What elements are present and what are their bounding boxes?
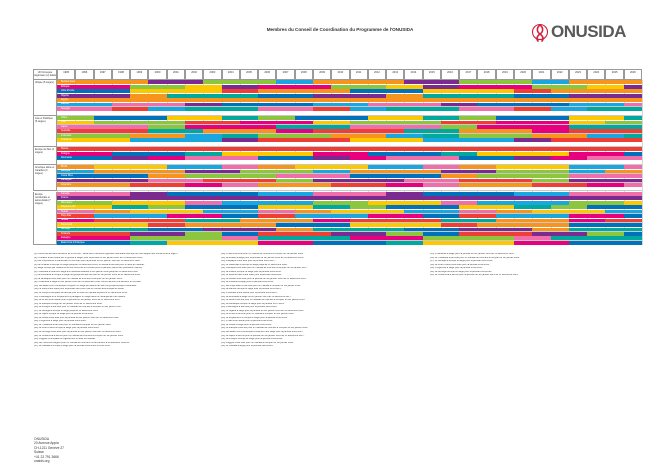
footnote: (48) La Suède a siégé pour la période 2023-2025. xyxy=(221,323,272,326)
address-line: CH-1211 Genève 27 xyxy=(34,445,64,450)
year-header: 2009 xyxy=(313,69,331,80)
member-country-label: Zambie xyxy=(61,102,69,106)
address-line: ONUSIDA xyxy=(34,437,50,441)
year-header: 2008 xyxy=(295,69,313,80)
year-header: 2012 xyxy=(368,69,386,80)
footnote: (14) La Chine a été réélue pour la période du 1er janvier 2015 au 31 décembre 2017. xyxy=(34,299,121,302)
grid-header-first: UN Groupes régionaux (x) Etats xyxy=(33,69,57,80)
footnote: (17) Le Sénégal a occupé le siège jusqu'au 31 décembre 2019. xyxy=(34,309,99,312)
member-country-label: Brésil xyxy=(61,164,67,168)
footnote: (3) Les Pays-Bas et le Danemark ont été élus pour la période du 1er janvier 1995 au 31 décembre 1998. xyxy=(34,260,141,263)
member-country-label: Jamaïque xyxy=(61,178,72,182)
footnote: (52) La Pologne occupe ce siège pour la période 2026-2028. xyxy=(221,338,283,341)
footnote: (26) Les membres siègent pour un mandat de trois ans conformément à la résolution 1994/24. xyxy=(34,341,130,344)
footnote: (47) L'Inde a été réélue pour la période 2022-2024. xyxy=(221,320,273,323)
footnote: (18) Le Japon occupe ce siège pour la période 2019-2021. xyxy=(34,313,94,316)
member-country-label: Burkina Faso xyxy=(61,80,76,84)
year-header: 2001 xyxy=(167,69,185,80)
member-country-label: Nigéria xyxy=(61,93,69,97)
year-header: 2016 xyxy=(441,69,459,80)
member-country-label: Mexique xyxy=(61,169,71,173)
year-header: 2024 xyxy=(587,69,605,80)
footnote: (11) Le Brésil a été réélu pour la période 2013-2015 par le Conseil économique et social. xyxy=(34,288,125,291)
footnote: (56) La Thaïlande a été élue pour un mandat de trois ans à compter du 1er janvier 2008. xyxy=(430,256,520,259)
year-header: 2005 xyxy=(240,69,258,80)
footnote: (58) La Côte d'Ivoire a été élue pour la période 2012-2014. xyxy=(430,263,490,266)
unaids-logo xyxy=(531,21,641,43)
member-row xyxy=(57,241,642,245)
member-country-label: Allemagne xyxy=(61,200,73,204)
footnote: (10) Les Etats-Unis d'Amérique occupent un siège permanent au sein du groupe Europe occidentale. xyxy=(34,284,137,287)
year-header: 2021 xyxy=(532,69,550,80)
member-country-label: Thaïlande xyxy=(61,138,72,142)
footnote: (20) L'Argentine a siégé pour la période 2021-2023. xyxy=(34,320,87,323)
year-header: 2004 xyxy=(222,69,240,80)
year-header: 2025 xyxy=(605,69,623,80)
footnote: (50) Les Etats-Unis d'Amérique conservent leur siège pour la période 2025-2027. xyxy=(221,331,304,334)
grid-header-row xyxy=(33,69,642,80)
footnote: (51) Le Japon a été élu pour la période du 1er janvier 2025 au 31 décembre 2027. xyxy=(221,334,305,337)
year-header: 2010 xyxy=(331,69,349,80)
footnote: (54) Le Canada a siégé pour la période 2024-2026. xyxy=(221,345,274,348)
year-header: 2013 xyxy=(386,69,404,80)
footnote: (35) La Suisse a été élue pour la période du 1er janvier 2010 au 31 décembre 2012. xyxy=(221,277,307,280)
address-line: +41 22 791 3666 xyxy=(34,454,59,459)
footnote: (43) L'Allemagne a été élue pour la période 2018-2020. xyxy=(221,306,278,309)
membership-term-bar xyxy=(569,241,642,245)
member-country-label: Pays-Bas xyxy=(61,213,72,217)
footnote: (19) La Suède a été élue pour la période du 1er janvier 2020 au 31 décembre 2022. xyxy=(34,316,120,319)
year-header: 2006 xyxy=(258,69,276,80)
notes-column-1 xyxy=(34,253,220,349)
footnote: (57) Le Sénégal a occupé le siège pour la période 2010-2012. xyxy=(430,260,494,263)
member-country-label: Inde xyxy=(61,120,66,124)
member-country-label: Chine xyxy=(61,115,68,119)
member-country-label: Egypte xyxy=(61,98,69,102)
footnote: (40) La Roumanie a siégé du 1er janvier 2015 au 31 décembre 2017. xyxy=(221,295,292,298)
member-country-label: Royaume-Uni xyxy=(61,205,76,209)
member-country-label: Japon xyxy=(61,124,68,128)
footnote: (33) La France occupe ce siège pour la période 2008-2010. xyxy=(221,270,282,273)
member-country-label: Finlande xyxy=(61,231,71,235)
member-country-label: Suède xyxy=(61,209,68,213)
footnote: (27) Le Canada a occupé le siège pour la période 2002-2004 et 2011-2013. xyxy=(34,345,111,348)
footnote: (9) L'Indonésie a siégé du 1er janvier 2010 au 31 décembre 2012 conformément à la décision du Conseil. xyxy=(34,281,142,284)
year-header: 2017 xyxy=(459,69,477,80)
member-country-label: Etats-Unis d'Amérique xyxy=(61,240,85,244)
footnote: (38) La Zambie occupe le siège pour la période 2013-2015. xyxy=(221,288,282,291)
year-header: 2003 xyxy=(203,69,221,80)
member-country-label: Côte d'Ivoire xyxy=(61,89,75,93)
membership-term-bar xyxy=(386,241,423,245)
footnote: (7) La Roumanie a occupé le siège du groupe Europe de l'Est du 1er janvier 2006 au 31 décembre 2008. xyxy=(34,274,141,277)
footnote: (30) L'Espagne a été élue pour la période 2005-2007. xyxy=(221,260,276,263)
region-label: Europe occidentale et autres Etats (7 sièges) xyxy=(33,192,57,246)
membership-term-bar xyxy=(258,241,313,245)
year-header: 2022 xyxy=(551,69,569,80)
member-country-label: France xyxy=(61,196,69,200)
footnote: (34) Le Burkina Faso a été réélu pour la période 2009-2011. xyxy=(221,274,282,277)
year-header: 1998 xyxy=(112,69,130,80)
notes-column-3 xyxy=(430,253,630,278)
footnote: (42) La Jamaïque occupe ce siège pour la période 2017-2019. xyxy=(221,302,285,305)
year-header: 2014 xyxy=(404,69,422,80)
member-country-label: Ethiopie xyxy=(61,84,70,88)
red-ribbon-icon xyxy=(531,21,549,43)
member-country-label: Canada xyxy=(61,191,70,195)
year-header: 2026 xyxy=(624,69,642,80)
footnote: (28) L'Inde a été élue pour un mandat de trois ans à compter du 1er janvier 2003. xyxy=(221,253,304,255)
footnote: (4) La Finlande a occupé ce siège jusqu'au 31 décembre 2000; la Suisse a été élue pour le reste du mandat. xyxy=(34,263,145,266)
year-header: 2018 xyxy=(477,69,495,80)
footnote: (49) Le Mexique a été élu pour un mandat de trois ans à compter du 1er janvier 2024. xyxy=(221,327,309,330)
year-header: 2007 xyxy=(276,69,294,80)
member-country-label: Costa Rica xyxy=(61,173,73,177)
footnote: (16) La Pologne a été élue pour un mandat de trois ans à compter du 1er janvier 2017. xyxy=(34,306,123,309)
footnote: (21) La Thaïlande a été élue pour un mandat à compter du 1er janvier 2022. xyxy=(34,323,112,326)
footnote: (22) La Côte d'Ivoire occupe le siège pour la période 2023-2025. xyxy=(34,327,100,330)
footnote: (31) Le Danemark a occupé le siège jusqu'au 31 décembre 2008. xyxy=(221,263,288,266)
member-country-label: Australie xyxy=(61,129,71,133)
member-country-label: Sénégal xyxy=(61,106,70,110)
membership-term-bar xyxy=(167,241,258,245)
member-country-label: Norvège xyxy=(61,227,71,231)
footnote: (59) L'Argentine a siégé pour la période 2014-2016. xyxy=(430,267,483,270)
membership-grid xyxy=(33,69,642,245)
year-header: 1995 xyxy=(57,69,75,80)
member-country-label: Danemark xyxy=(61,222,73,226)
footnote: (2) L'Ukraine a été invitée par le groupe à siéger pour la période du 1er janvier 2001 au 31 décembre 2003. xyxy=(34,256,143,259)
member-country-label: Argentine xyxy=(61,182,72,186)
footnote: (12) Le Kenya a remplacé la Zambie pour le reste du mandat expirant le 31 décembre 2014. xyxy=(34,292,128,295)
membership-term-bar xyxy=(423,241,514,245)
member-country-label: Russie xyxy=(61,147,69,151)
region-label: Europe de l'Est (2 sièges) xyxy=(33,147,57,165)
footnote: (46) Le Royaume-Uni occupe le siège pour la période 2021-2023. xyxy=(221,316,288,319)
footnote: (1) Conformément aux décisions de PCB/1997, seuls deux membres régionaux des Etats d'Europe de l'Est siègent aux réunions de la région. xyxy=(34,253,178,255)
footnote: (8) La Jamaïque a été élue pour un mandat de trois ans à compter du 1er janvier 2009. xyxy=(34,277,123,280)
year-header: 2000 xyxy=(148,69,166,80)
region-label: Amérique latine et Caraïbes (3 sièges) xyxy=(33,165,57,192)
region-label: Asie et Pacifique (5 sièges) xyxy=(33,116,57,147)
year-header: 2011 xyxy=(350,69,368,80)
footnote: (32) L'Ethiopie a été élue pour un mandat de trois ans à compter du 1er janvier 2007. xyxy=(221,267,308,270)
year-header: 1997 xyxy=(94,69,112,80)
year-header: 2015 xyxy=(423,69,441,80)
member-country-label: Roumanie xyxy=(61,156,72,159)
footnote: (23) La Norvège a été élue pour la période du 1er janvier 2024 au 31 décembre 2026. xyxy=(34,331,122,334)
grid-gridline xyxy=(642,80,643,245)
logo-wordmark: ONUSIDA xyxy=(551,22,626,41)
footnote: (53) L'Egypte a été élue pour un mandat à compter du 1er janvier 2026. xyxy=(221,341,294,344)
footnote: (6) L'Australie a cédé son siège à la Nouvelle-Zélande le 1er janvier 2008 jusqu'au 31 décembre 2009. xyxy=(34,270,139,273)
year-header: 2002 xyxy=(185,69,203,80)
footnote: (25) L'Egypte a remplacé le Nigéria pour le reste du mandat. xyxy=(34,338,96,341)
footnote: (24) Le Costa Rica a été élu pour un mandat de trois ans à compter du 1er janvier 2025. xyxy=(34,334,124,337)
membership-term-bar xyxy=(313,241,386,245)
address-block xyxy=(34,437,64,463)
footnote: (41) Le Brésil a été élu pour un mandat de trois ans à compter du 1er janvier 2016. xyxy=(221,299,306,302)
footnote: (39) L'Australie a été réélue pour la période 2014-2016. xyxy=(221,292,278,295)
year-header: 2019 xyxy=(496,69,514,80)
membership-term-bar xyxy=(130,241,167,245)
footnote: (15) Le Mexique a siégé du 1er janvier 2016 au 31 décembre 2018. xyxy=(34,302,103,305)
address-line: unaids.org xyxy=(34,459,50,464)
notes-column-2 xyxy=(221,253,407,349)
address-line: Suisse xyxy=(34,450,44,455)
year-header: 2020 xyxy=(514,69,532,80)
footnote: (5) Siège occupé par rotation entre les membres du Conseil pour la période 1996-1999 (résolution 1995/2). xyxy=(34,267,143,270)
footnote: (60) La Norvège occupe ce siège pour la période 2018-2020. xyxy=(430,270,493,273)
member-country-label: Suisse xyxy=(61,218,69,222)
member-country-label: Espagne xyxy=(61,236,71,240)
membership-term-bar xyxy=(514,241,569,245)
region-label: Afrique (5 sièges) xyxy=(33,80,57,116)
footnote: (44) Le Nigéria a siégé pour la période du 1er janvier 2019 au 31 décembre 2021. xyxy=(221,309,305,312)
document-title: Membres du Conseil de Coordination du Programme de l'ONUSIDA xyxy=(266,27,414,32)
footnote: (45) La Chine a été élue pour un mandat à compter du 1er janvier 2020. xyxy=(221,313,295,316)
member-country-label: Indonésie xyxy=(61,133,72,137)
member-country-label: Pologne xyxy=(61,151,70,155)
year-header: 2023 xyxy=(569,69,587,80)
year-header: 1999 xyxy=(130,69,148,80)
footnote: (13) L'Allemagne et le Royaume-Uni partagent un siège selon un arrangement de rotation. xyxy=(34,295,126,298)
address-line: 20 Avenue Appia xyxy=(34,441,59,446)
year-header: 1996 xyxy=(75,69,93,80)
footnote: (29) La Russie a siégé pour la période du 1er janvier 2004 au 31 décembre 2006. xyxy=(221,256,304,259)
footnote: (36) La Finlande a siégé pour la période 2011-2013. xyxy=(221,281,274,284)
footnote: (61) Le Costa Rica a été élu pour la période du 1er janvier 2021 au 31 décembre 2023. xyxy=(430,274,519,277)
footnote: (55) L'Indonésie a siégé pour la période du 1er janvier 2004 au 31 décembre 2006. xyxy=(430,253,515,255)
footnote: (37) Les Pays-Bas ont été élus pour un mandat à compter du 1er janvier 2012. xyxy=(221,284,301,287)
